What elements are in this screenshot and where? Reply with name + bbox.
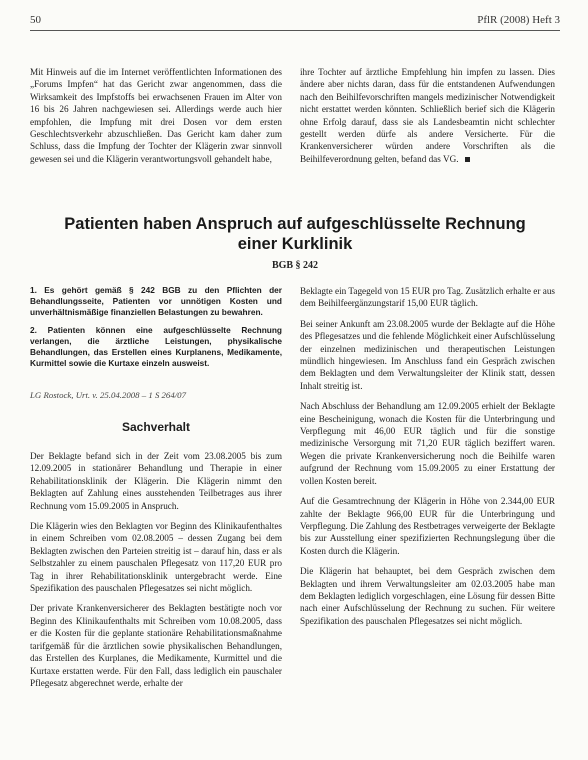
previous-article-right-column — [300, 66, 555, 173]
page-number: 50 — [30, 14, 41, 26]
paragraph: Mit Hinweis auf die im Internet veröffentlichten Informationen des „Forums Impfen“ hat das Gericht zwar angenommen, dass die Wirksamkeit des Impfstoffs bei erwachsenen Frauen im Alter von 16 bis 26 Jahren nachgewiesen sei. Allerdings werde auch hier empfohlen, die Impfung mit drei Dosen vor dem ersten Geschlechtsverkehr abzuschließen. Das Gericht kam daher zum Schluss, dass die Impfung der Tochter der Klägerin zwar sinnvoll gewesen sei und die Klägerin verantwortungsvoll gehandelt habe, — [30, 67, 282, 164]
paragraph: Die Klägerin wies den Beklagten vor Beginn des Klinikaufenthaltes in einem Schreiben vom 02.08.2005 – dessen Zugang bei dem Beklagten zwischen den Parteien streitig ist – darauf hin, dass er als Selbstzahler zu einem pauschalen Pflegesatz von 117,20 EUR pro Tag in ihrer Rehabilitationsklinik untergebracht werde. Eine Spezifikation des pauschalen Pflegesatzes sei nicht möglich. — [30, 521, 282, 594]
court-citation: LG Rostock, Urt. v. 25.04.2008 – 1 S 264/07 — [30, 390, 186, 400]
header-rule — [30, 30, 560, 31]
paragraph: Nach Abschluss der Behandlung am 12.09.2005 erhielt der Beklagte eine Bescheinigung, wonach die Kosten für die Unterbringung und Verpflegung mit 46,00 EUR täglich und für die sonstige medizinische Versorgung mit 71,20 EUR täglich beziffert waren. Wegen die private Krankenversicherung noch die Beihilfe waren aufgrund der Rechnung vom 15.09.2005 zu einer Erstattung der vollen Kosten bereit. — [300, 401, 555, 486]
headnote-2: 2. Patienten können eine aufgeschlüsselte Rechnung verlangen, die ärztliche Leistungen, physikalische Behandlungen, das Erstellen eines Kurplanens, Medikamente, Kurmittel sowie die Kurtaxe einzeln ausweist. — [30, 324, 282, 369]
paragraph: Der private Krankenversicherer des Beklagten bestätigte noch vor Beginn des Klinikaufenthalts mit Schreiben vom 10.08.2005, dass er die Kosten für die geplante stationäre Rehabilitationsmaßnahme tarifgemäß für die ärztlichen sowie physikalischen Behandlungen, das Erstellen des Kurplanes, die Medikamente, Kurmittel und die Kurtaxe erstatten werde. Für den Fall, dass lediglich ein pauschaler Pflegesatz abgerechnet werde, erhalte der — [30, 603, 282, 688]
paragraph: Bei seiner Ankunft am 23.08.2005 wurde der Beklagte auf die Höhe des Pflegesatzes und die fehlende Möglichkeit einer Aufschlüsselung der einzelnen medizinischen und therapeutischen Leistungen mündlich hingewiesen. Im Anschluss fand ein Gespräch zwischen dem Beklagten und dem Verwaltungsleiter der Klinik statt, dessen Inhalt streitig ist. — [300, 318, 555, 391]
paragraph: Der Beklagte befand sich in der Zeit vom 23.08.2005 bis zum 12.09.2005 in stationärer Behandlung und Therapie in einer Rehabilitationsklinik der Klägerin. Die Klägerin nimmt den Beklagten auf Zahlung eines ausstehenden Teilbetrages aus ihrer Rechnung vom 15.09.2005 in Anspruch. — [30, 451, 282, 511]
article-right-column — [300, 285, 555, 635]
page-header — [30, 8, 560, 28]
paragraph — [300, 66, 555, 165]
end-of-article-mark — [465, 157, 470, 162]
paragraph: Auf die Gesamtrechnung der Klägerin in Höhe von 2.344,00 EUR zahlte der Beklagte 966,00 EUR für die Unterbringung und Verpflegung. Die Zahlung des Restbetrages verweigerte der Beklagte bis zur Ausstellung einer spezifizierten Rechnungslegung über die Kosten durch die Klägerin. — [300, 496, 555, 556]
headnotes — [30, 285, 282, 375]
previous-article-left-column — [30, 66, 282, 173]
article-left-column — [30, 450, 282, 697]
headnote-1: 1. Es gehört gemäß § 242 BGB zu den Pflichten der Behandlungsseite, Patienten vor unnötigen Kosten und unverhältnismäßige finanziellen Belastungen zu bewahren. — [30, 285, 282, 318]
section-heading: Sachverhalt — [121, 420, 191, 434]
paragraph: Die Klägerin hat behauptet, bei dem Gespräch zwischen dem Beklagten und ihrem Verwaltungsleiter am 02.03.2005 habe man dem Beklagten lediglich vorgeschlagen, eine Lösung für dessen Bitte nach einer Aufschlüsselung der Rechnung zu suchen. Für weitere Spezifikation des pauschalen Pflegesatzes sei nicht möglich. — [300, 566, 555, 626]
paragraph: Beklagte ein Tagegeld von 15 EUR pro Tag. Zusätzlich erhalte er aus dem Beihilfeergänzungstarif 15,00 EUR täglich. — [300, 286, 555, 309]
article-title: Patienten haben Anspruch auf aufgeschlüsselte Rechnung einer Kurklinik — [64, 215, 526, 253]
journal-reference: PflR (2008) Heft 3 — [477, 14, 560, 26]
article-statute: BGB § 242 — [271, 260, 319, 271]
paragraph-text: ihre Tochter auf ärztliche Empfehlung hin impfen zu lassen. Dies ändere aber nichts daran, dass für die entstandenen Aufwendungen nach den Beihilfevorschriften mangels medizinischer Notwendigkeit nicht erstattet werden könnten. Schließlich berief sich die Klägerin ohne Erfolg darauf, dass sie als Landesbeamtin nicht schlechter gestellt werden dürfe als andere Versicherte. Für die Krankenversicherer würden andere Vorschriften als die Beihilfeverordnung gelten, befand das VG. — [300, 67, 555, 164]
